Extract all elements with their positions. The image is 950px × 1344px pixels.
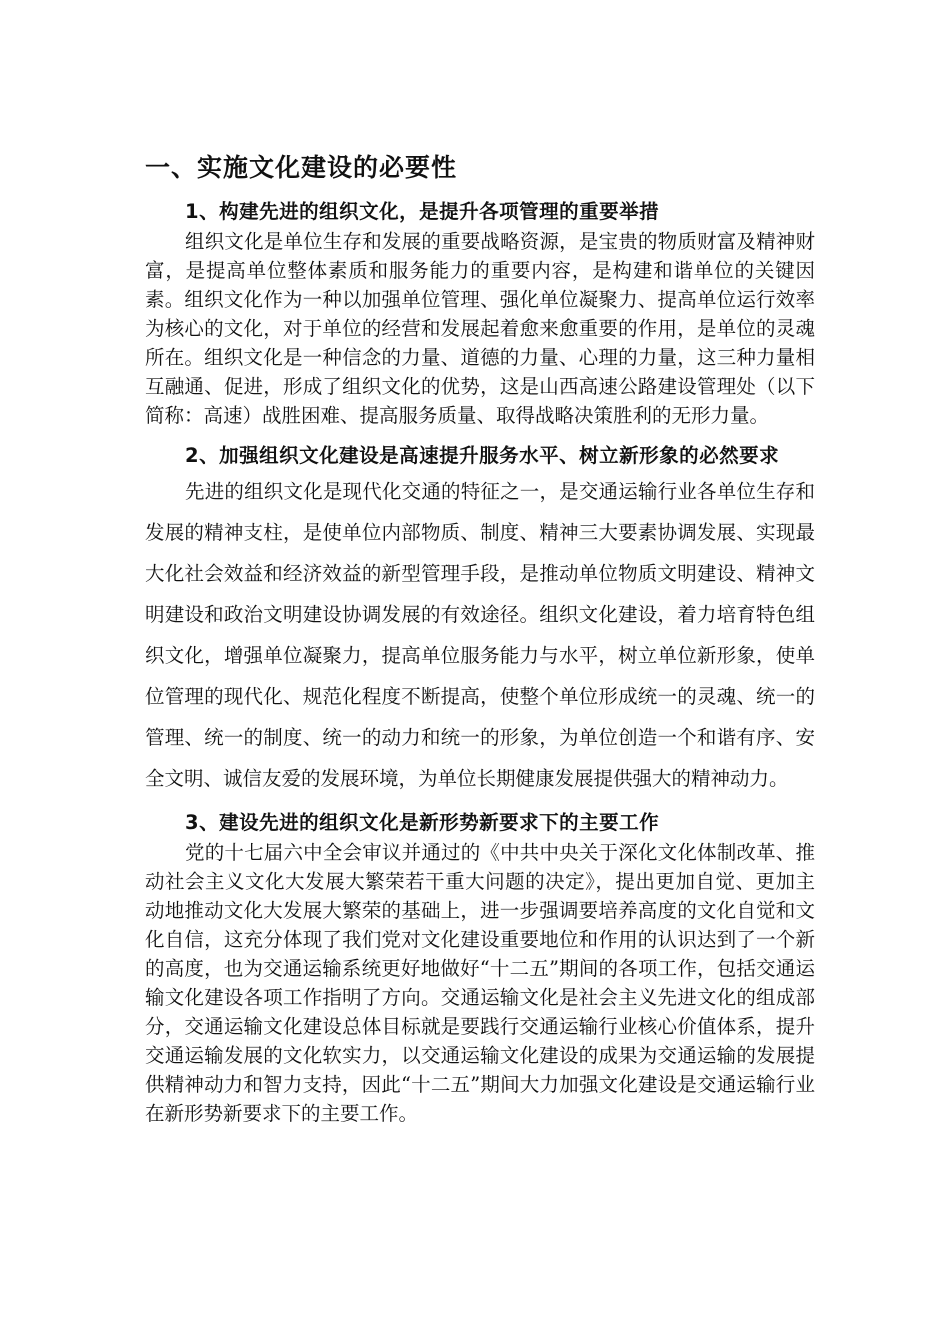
section-3 [145,807,815,1128]
section-1 [145,196,815,430]
section-paragraph: 组织文化是单位生存和发展的重要战略资源，是宝贵的物质财富及精神财富，是提高单位整体素质和服务能力的重要内容，是构建和谐单位的关键因素。组织文化作为一种以加强单位管理、强化单位凝聚力、提高单位运行效率为核心的文化，对于单位的经营和发展起着愈来愈重要的作用，是单位的灵魂所在。组织文化是一种信念的力量、道德的力量、心理的力量，这三种力量相互融通、促进，形成了组织文化的优势，这是山西高速公路建设管理处（以下简称：高速）战胜困难、提高服务质量、取得战略决策胜利的无形力量。 [145,230,815,427]
section-heading: 2、加强组织文化建设是高速提升服务水平、树立新形象的必然要求 [185,444,780,467]
section-heading: 1、构建先进的组织文化，是提升各项管理的重要举措 [185,200,660,223]
document-page [145,150,815,1128]
section-paragraph: 先进的组织文化是现代化交通的特征之一，是交通运输行业各单位生存和发展的精神支柱，是使单位内部物质、制度、精神三大要素协调发展、实现最大化社会效益和经济效益的新型管理手段，是推动单位物质文明建设、精神文明建设和政治文明建设协调发展的有效途径。组织文化建设，着力培育特色组织文化，增强单位凝聚力，提高单位服务能力与水平，树立单位新形象，使单位管理的现代化、规范化程度不断提高，使整个单位形成统一的灵魂、统一的管理、统一的制度、统一的动力和统一的形象，为单位创造一个和谐有序、安全文明、诚信友爱的发展环境，为单位长期健康发展提供强大的精神动力。 [145,480,815,790]
document-title: 一、实施文化建设的必要性 [145,153,458,182]
section-paragraph: 党的十七届六中全会审议并通过的《中共中央关于深化文化体制改革、推动社会主义文化大发展大繁荣若干重大问题的决定》，提出更加自觉、更加主动地推动文化大发展大繁荣的基础上，进一步强调要培养高度的文化自觉和文化自信，这充分体现了我们党对文化建设重要地位和作用的认识达到了一个新的高度，也为交通运输系统更好地做好“十二五”期间的各项工作，包括交通运输文化建设各项工作指明了方向。交通运输文化是社会主义先进文化的组成部分，交通运输文化建设总体目标就是要践行交通运输行业核心价值体系，提升交通运输发展的文化软实力，以交通运输文化建设的成果为交通运输的发展提供精神动力和智力支持，因此“十二五”期间大力加强文化建设是交通运输行业在新形势新要求下的主要工作。 [145,841,815,1125]
section-2 [145,440,815,799]
section-heading: 3、建设先进的组织文化是新形势新要求下的主要工作 [185,811,660,834]
